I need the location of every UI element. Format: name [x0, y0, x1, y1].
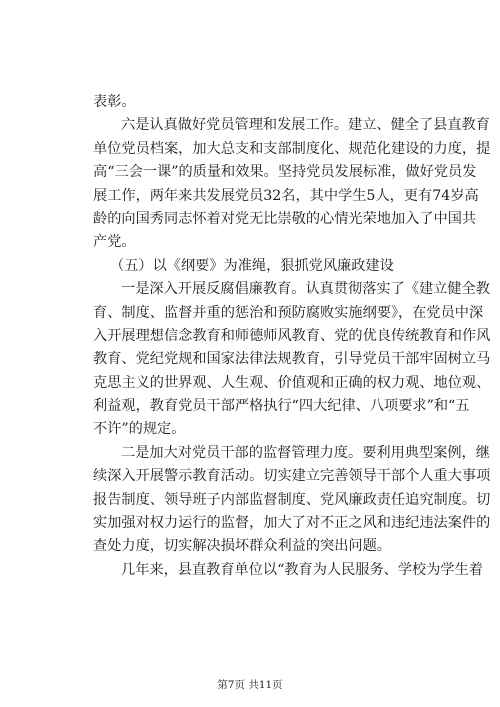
document-body — [93, 91, 491, 582]
text-line: 查处力度，切实解决损坏群众利益的突出问题。 — [93, 538, 391, 555]
text-line: 表彰。 — [93, 94, 136, 110]
page-footer — [0, 677, 500, 692]
text-line: 高“三会一课”的质量和效果。坚持党员发展标准，做好党员发 — [93, 164, 477, 181]
section-heading: （五）以《纲要》为准绳，狠抓党风廉政建设 — [110, 257, 394, 274]
text-line: 实加强对权力运行的监督，加大了对不正之风和违纪违法案件的 — [93, 515, 491, 532]
text-line: 产党。 — [93, 234, 136, 251]
text-line: 单位党员档案，加大总支和支部制度化、规范化建设的力度，提 — [93, 140, 491, 157]
paragraph-start-line: 二是加大对党员干部的监督管理力度。要利用典型案例，继 — [121, 444, 490, 461]
text-line: 教育、党纪党规和国家法律法规教育，引导党员干部牢固树立马 — [93, 351, 491, 368]
text-line: 育、制度、监督并重的惩治和预防腐败实施纲要》，在党员中深 — [93, 304, 484, 321]
text-line: 入开展理想信念教育和师德师风教育、党的优良传统教育和作风 — [93, 327, 491, 344]
text-line: 展工作，两年来共发展党员32名，其中学生5人，更有74岁高 — [93, 187, 479, 204]
text-line: 龄的向国秀同志怀着对党无比崇敬的心情光荣地加入了中国共 — [93, 210, 477, 227]
text-line: 克思主义的世界观、人生观、价值观和正确的权力观、地位观、 — [93, 374, 491, 391]
page-number: 第7页 共11页 — [217, 679, 283, 691]
text-line: 利益观，教育党员干部严格执行“四大纪律、八项要求”和“五 — [93, 398, 470, 415]
text-line: 续深入开展警示教育活动。切实建立完善领导干部个人重大事项 — [93, 468, 491, 485]
paragraph-start-line: 几年来，县直教育单位以“教育为人民服务、学校为学生着 — [121, 561, 483, 578]
paragraph-start-line: 六是认真做好党员管理和发展工作。建立、健全了县直教育 — [121, 117, 490, 134]
text-line: 报告制度、领导班子内部监督制度、党风廉政责任追究制度。切 — [93, 491, 491, 508]
text-line: 不许”的规定。 — [93, 421, 186, 438]
paragraph-start-line: 一是深入开展反腐倡廉教育。认真贯彻落实了《建立健全教 — [121, 281, 490, 298]
